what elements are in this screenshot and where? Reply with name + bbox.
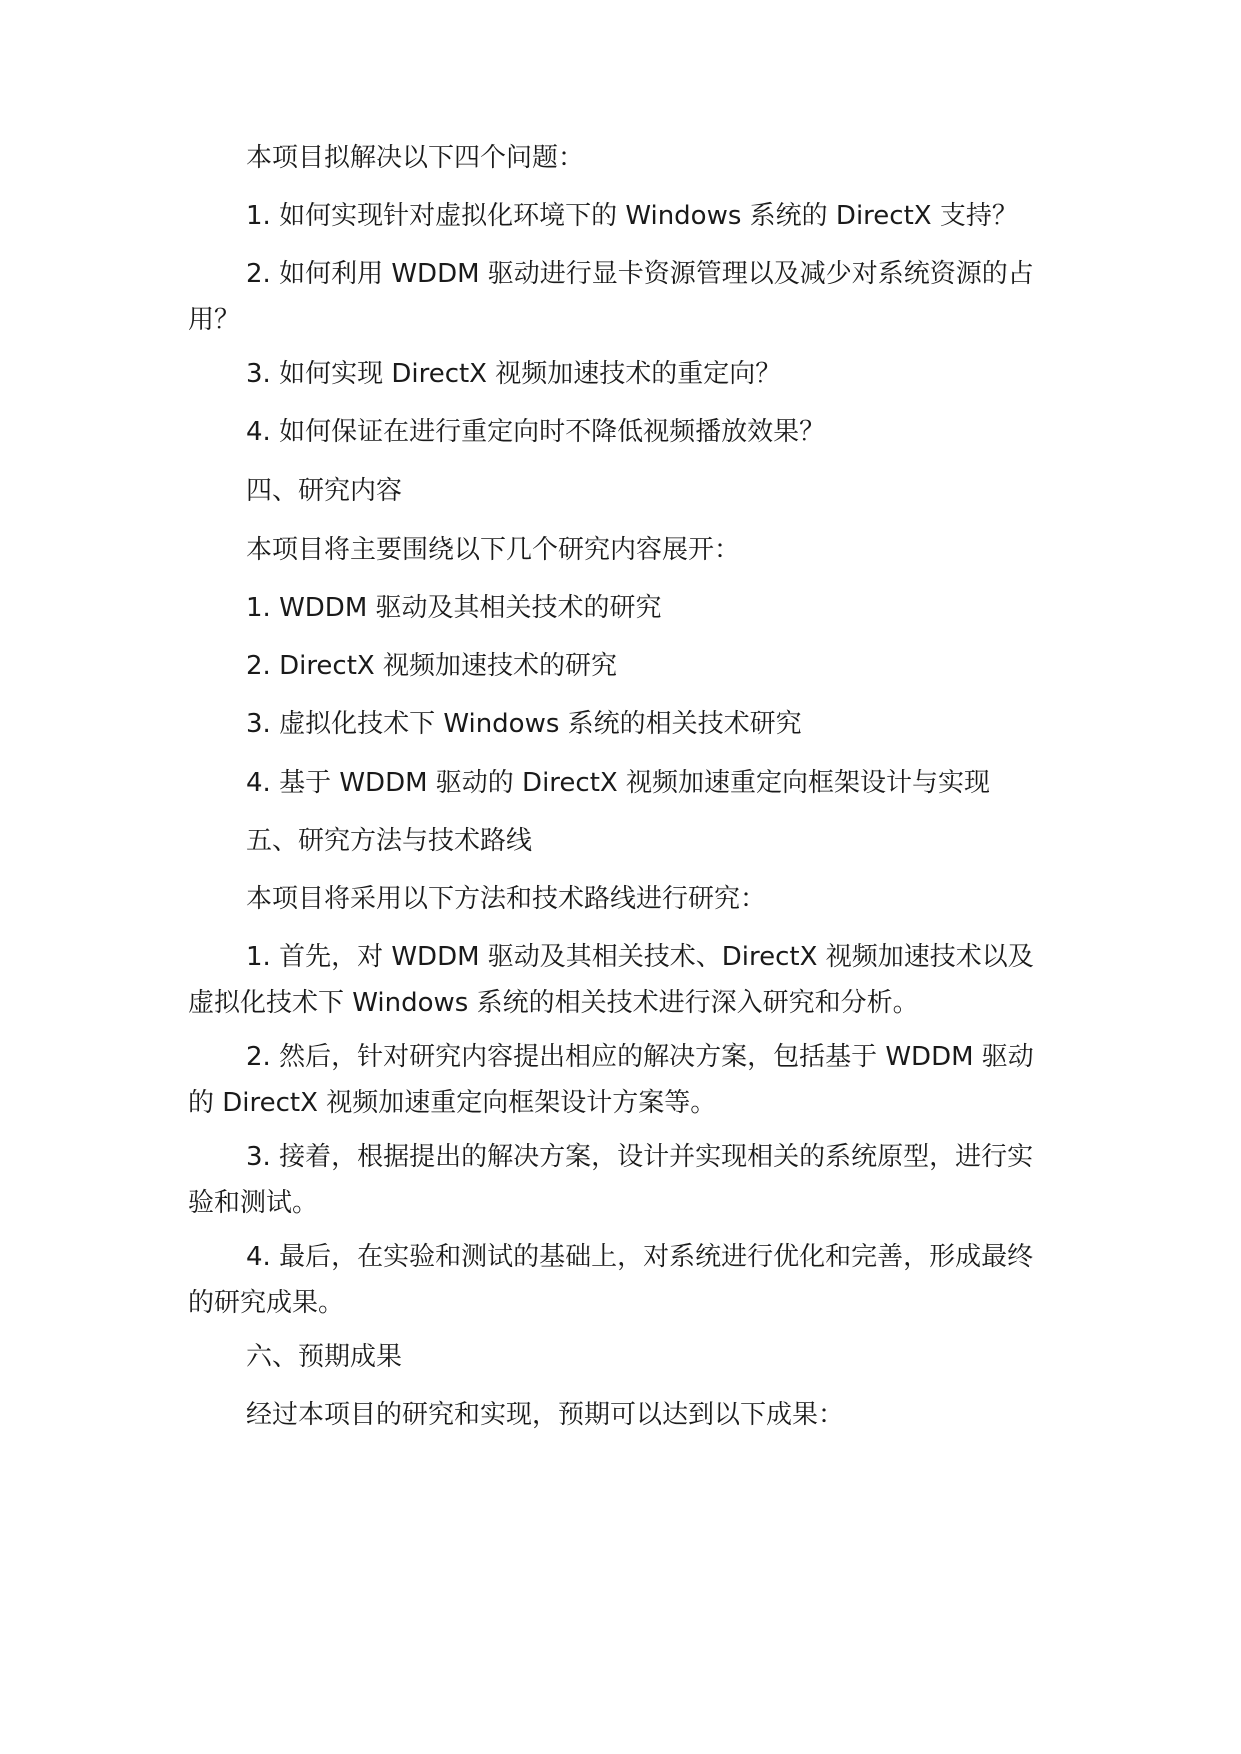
methods-intro-paragraph: 本项目将采用以下方法和技术路线进行研究：	[246, 884, 767, 914]
section-6-heading: 六、预期成果	[246, 1342, 403, 1372]
problem-4-paragraph: 4. 如何保证在进行重定向时不降低视频播放效果？	[246, 417, 826, 447]
method-4-paragraph: 4. 最后，在实验和测试的基础上，对系统进行优化和完善，形成最终的研究成果。	[188, 1242, 1034, 1318]
research-content-2-paragraph: 2. DirectX 视频加速技术的研究	[246, 651, 617, 681]
research-content-4-paragraph: 4. 基于 WDDM 驱动的 DirectX 视频加速重定向框架设计与实现	[246, 768, 990, 798]
intro-problems-paragraph: 本项目拟解决以下四个问题：	[246, 143, 585, 173]
method-3-paragraph: 3. 接着，根据提出的解决方案，设计并实现相关的系统原型，进行实验和测试。	[188, 1142, 1034, 1218]
research-content-1-paragraph: 1. WDDM 驱动及其相关技术的研究	[246, 593, 662, 623]
research-content-intro-paragraph: 本项目将主要围绕以下几个研究内容展开：	[246, 535, 741, 565]
section-4-heading: 四、研究内容	[246, 476, 403, 506]
problem-2-paragraph: 2. 如何利用 WDDM 驱动进行显卡资源管理以及减少对系统资源的占用？	[188, 259, 1034, 335]
problem-1-paragraph: 1. 如何实现针对虚拟化环境下的 Windows 系统的 DirectX 支持？	[246, 201, 1018, 231]
expected-results-intro-paragraph: 经过本项目的研究和实现，预期可以达到以下成果：	[246, 1400, 845, 1430]
problem-3-paragraph: 3. 如何实现 DirectX 视频加速技术的重定向？	[246, 359, 782, 389]
research-content-3-paragraph: 3. 虚拟化技术下 Windows 系统的相关技术研究	[246, 709, 802, 739]
method-1-paragraph: 1. 首先，对 WDDM 驱动及其相关技术、DirectX 视频加速技术以及虚拟化技术下 Windows 系统的相关技术进行深入研究和分析。	[188, 942, 1034, 1018]
section-5-heading: 五、研究方法与技术路线	[246, 826, 533, 856]
method-2-paragraph: 2. 然后，针对研究内容提出相应的解决方案，包括基于 WDDM 驱动的 DirectX 视频加速重定向框架设计方案等。	[188, 1042, 1034, 1118]
